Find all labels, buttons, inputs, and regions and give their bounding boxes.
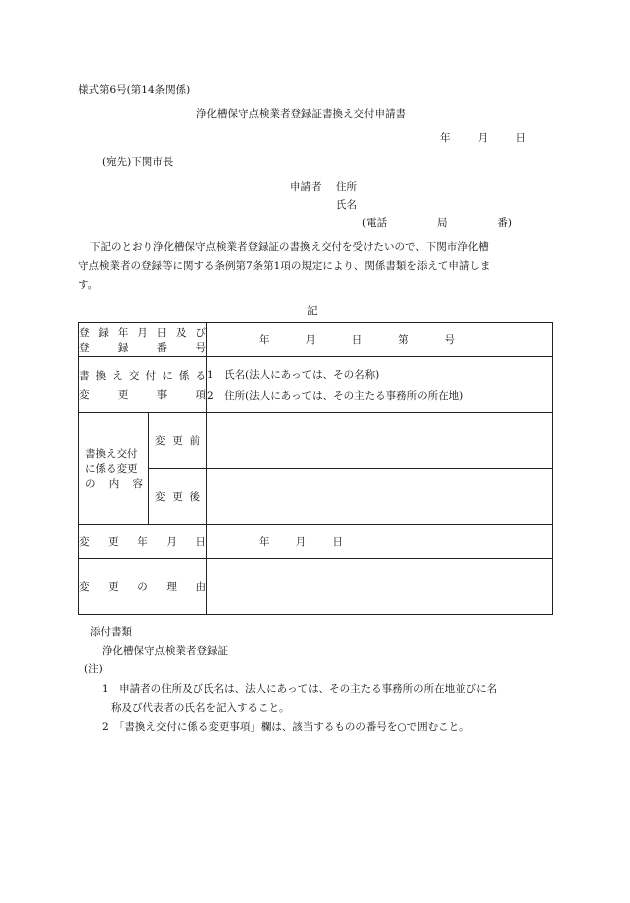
notes-heading: (注) (84, 663, 103, 675)
before-label: 変 更 前 (149, 413, 207, 469)
reason-value[interactable] (207, 559, 553, 615)
change-date-label: 変 更 年 月 日 (79, 525, 207, 559)
body-text-line-3: す。 (78, 279, 99, 291)
note-2: 2 「書換え交付に係る変更事項」欄は、該当するものの番号を○で囲むこと。 (102, 721, 470, 733)
date-line: 年 月 日 (440, 132, 526, 144)
registration-row (79, 323, 553, 357)
body-text-line-2: 守点検業者の登録等に関する条例第7条第1項の規定により、関係書類を添えて申請しま (78, 260, 491, 272)
change-items-row (79, 357, 553, 413)
reason-label: 変 更 の 理 由 (79, 559, 207, 615)
change-date-row (79, 525, 553, 559)
application-table (78, 322, 553, 615)
attachments-heading: 添付書類 (90, 626, 132, 638)
after-label: 変 更 後 (149, 469, 207, 525)
attachments-item: 浄化槽保守点検業者登録証 (102, 645, 228, 657)
note-1-line-2: 称及び代表者の氏名を記入すること。 (111, 702, 290, 714)
applicant-address-label: 住所 (336, 181, 357, 193)
applicant-name-label: 氏名 (336, 199, 357, 211)
registration-value[interactable]: 年 月 日 第 号 (207, 323, 553, 357)
phone-line: (電話 局 番) (362, 217, 512, 229)
change-item-1[interactable]: 1 氏名(法人にあっては、その名称) (207, 368, 380, 381)
addressee: (宛先)下関市長 (102, 156, 174, 168)
form-number: 様式第6号(第14条関係) (78, 84, 191, 96)
before-value[interactable] (207, 413, 553, 469)
applicant-label: 申請者 (290, 181, 322, 193)
body-text-line-1: 下記のとおり浄化槽保守点検業者登録証の書換え交付を受けたいので、下関市浄化槽 (90, 241, 489, 253)
change-items-value[interactable] (207, 357, 553, 413)
after-value[interactable] (207, 469, 553, 525)
form-title: 浄化槽保守点検業者登録証書換え交付申請書 (196, 108, 406, 120)
change-after-row (79, 469, 553, 525)
change-content-label: 書換え交付 に係る変更 の 内 容 (79, 413, 149, 525)
registration-label: 登 録 年 月 日 及 び 登 録 番 号 (79, 323, 207, 357)
change-items-label: 書 換 え 交 付 に 係 る 変 更 事 項 (79, 357, 207, 413)
change-date-value[interactable]: 年 月 日 (207, 525, 553, 559)
note-1-line-1: 1 申請者の住所及び氏名は、法人にあっては、その主たる事務所の所在地並びに名 (102, 683, 498, 695)
change-before-row (79, 413, 553, 469)
ki-heading: 記 (307, 305, 318, 317)
reason-row (79, 559, 553, 615)
change-item-2[interactable]: 2 住所(法人にあっては、その主たる事務所の所在地) (207, 389, 464, 402)
